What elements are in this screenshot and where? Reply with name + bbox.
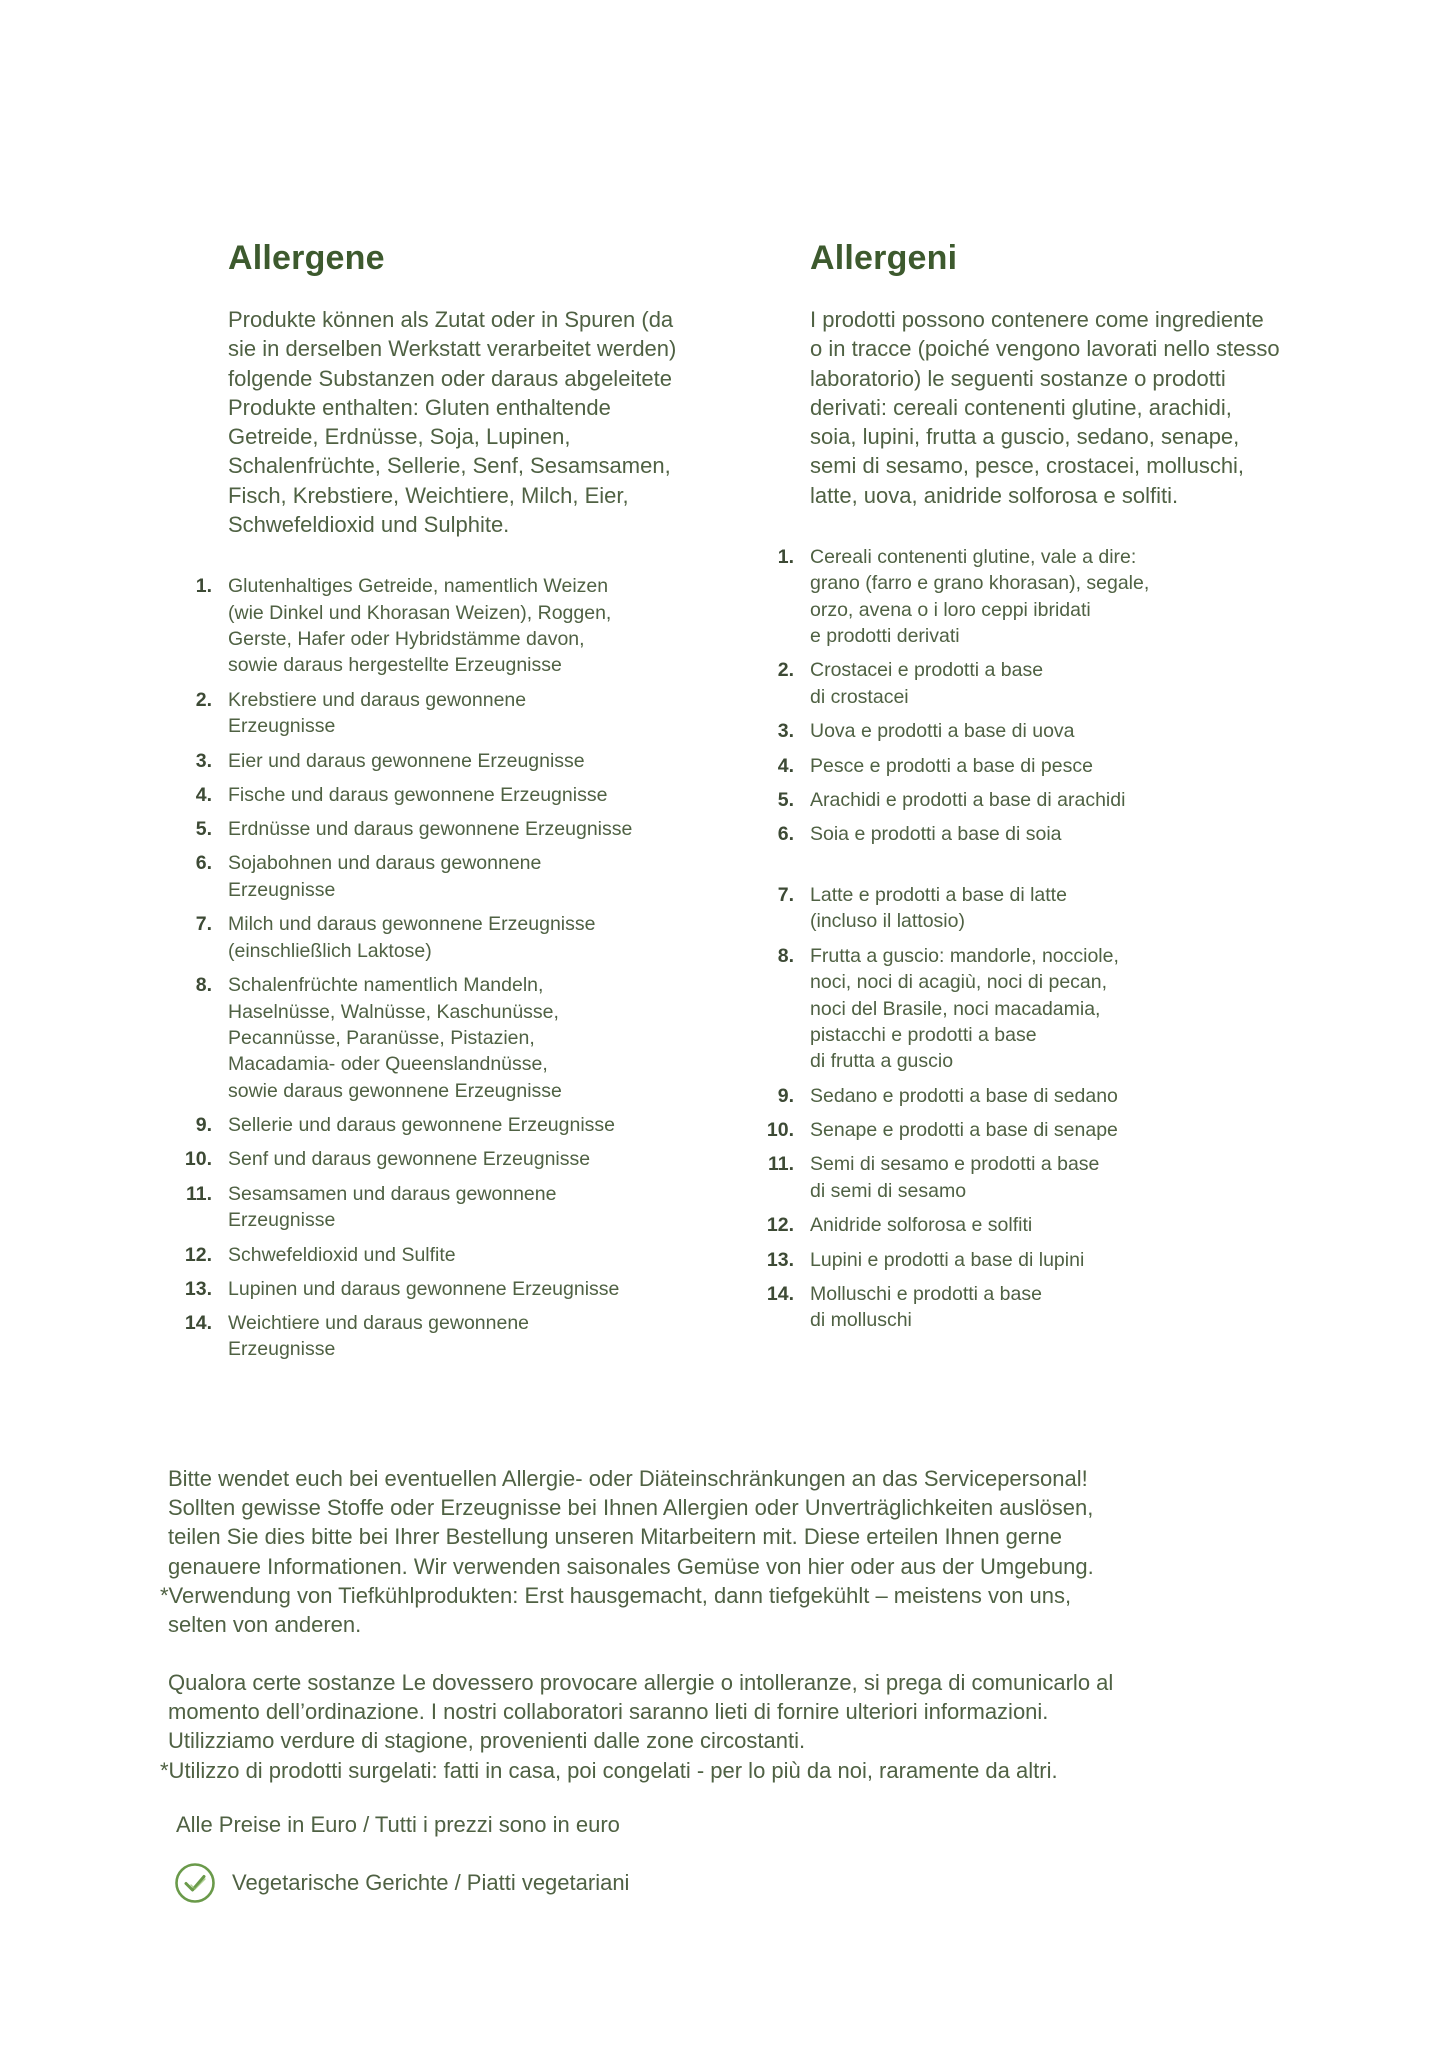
allergen-text-line: Haselnüsse, Walnüsse, Kaschunüsse,	[228, 1000, 559, 1023]
allergen-number: 13.	[766, 1248, 794, 1271]
notice-line: momento dell’ordinazione. I nostri collaboratori saranno lieti di fornire ulteriori informazioni.	[168, 1699, 1049, 1725]
allergen-text-line: noci, noci di acagiù, noci di pecan,	[810, 971, 1108, 994]
allergen-text-line: Crostacei e prodotti a base	[810, 659, 1044, 682]
allergen-number: 1.	[195, 575, 212, 598]
allergen-item	[170, 1276, 640, 1310]
allergen-text-line: di frutta a guscio	[810, 1050, 954, 1073]
allergen-text-line: Anidride solforosa e solfiti	[810, 1214, 1033, 1237]
vegetarian-legend	[174, 1862, 629, 1904]
allergen-text-line: Lupinen und daraus gewonnene Erzeugnisse	[228, 1277, 620, 1300]
allergen-number: 8.	[195, 974, 212, 997]
allergen-number: 10.	[766, 1118, 794, 1141]
allergen-item	[170, 1242, 640, 1276]
allergen-text-line: (incluso il lattosio)	[810, 910, 965, 933]
allergen-item	[752, 718, 1222, 752]
allergen-number: 2.	[195, 688, 212, 711]
allergen-number: 7.	[777, 884, 794, 907]
allergen-text-line: Senape e prodotti a base di senape	[810, 1118, 1118, 1141]
allergen-text-line: Schalenfrüchte namentlich Mandeln,	[228, 974, 544, 997]
allergen-number: 14.	[184, 1312, 212, 1335]
notice-line: Bitte wendet euch bei eventuellen Allergie- oder Diäteinschränkungen an das Servicepersonal!	[168, 1466, 1088, 1491]
allergen-number: 12.	[184, 1243, 212, 1266]
allergen-text-line: grano (farro e grano khorasan), segale,	[810, 572, 1150, 595]
allergen-text-line: Frutta a guscio: mandorle, nocciole,	[810, 945, 1119, 968]
notice-line: Utilizziamo verdure di stagione, provenienti dalle zone circostanti.	[168, 1728, 806, 1754]
allergen-item	[752, 657, 1222, 718]
allergen-text-line: Krebstiere und daraus gewonnene	[228, 688, 527, 711]
german-notice	[160, 1464, 1318, 1639]
allergen-number: 13.	[184, 1277, 212, 1300]
allergen-item	[752, 821, 1222, 882]
allergen-item	[170, 911, 640, 972]
allergen-text-line: sowie daraus hergestellte Erzeugnisse	[228, 654, 562, 677]
allergen-number: 11.	[767, 1153, 794, 1176]
allergen-item	[170, 850, 640, 911]
allergen-text-line: Erdnüsse und daraus gewonnene Erzeugnisse	[228, 818, 633, 841]
allergen-text-line: Glutenhaltiges Getreide, namentlich Weizen	[228, 575, 609, 598]
allergen-number: 9.	[195, 1113, 212, 1136]
notice-line: genauere Informationen. Wir verwenden saisonales Gemüse von hier oder aus der Umgebung.	[168, 1553, 1094, 1579]
allergen-number: 1.	[777, 546, 794, 569]
allergen-text-line: Lupini e prodotti a base di lupini	[810, 1248, 1085, 1271]
notice-line: selten von anderen.	[168, 1612, 362, 1638]
allergen-number: 8.	[777, 945, 794, 968]
allergen-item	[170, 1146, 640, 1180]
italian-notice	[160, 1668, 1318, 1785]
allergen-text-line: Macadamia- oder Queenslandnüsse,	[228, 1053, 548, 1076]
allergen-number: 3.	[195, 749, 212, 772]
allergen-number: 3.	[777, 720, 794, 743]
allergen-text-line: Erzeugnisse	[228, 1208, 336, 1231]
allergen-text-line: Weichtiere und daraus gewonnene	[228, 1312, 530, 1335]
allergen-item	[752, 1281, 1222, 1342]
allergen-item	[752, 787, 1222, 821]
allergen-item	[752, 1117, 1222, 1151]
allergen-text-line: Erzeugnisse	[228, 878, 336, 901]
allergen-text-line: Schwefeldioxid und Sulfite	[228, 1243, 456, 1266]
allergen-text-line: Senf und daraus gewonnene Erzeugnisse	[228, 1148, 591, 1171]
italian-intro: I prodotti possono contenere come ingrediente o in tracce (poiché vengono lavorati nello stesso laboratorio) le seguenti sostanze o prodotti derivati: cereali contenenti glutine, arachidi, soia, lupini, frutta a guscio, sedano, senape, semi di sesamo, pesce, crostacei, molluschi, latte, uova, anidride solforosa e solfiti.	[810, 307, 1280, 508]
notice-line: Qualora certe sostanze Le dovessero provocare allergie o intolleranze, si prega di comunicarlo al	[168, 1670, 1114, 1695]
allergen-number: 4.	[195, 783, 212, 806]
italian-column	[752, 236, 1280, 1342]
allergen-item	[752, 1083, 1222, 1117]
allergen-text-line: Molluschi e prodotti a base	[810, 1282, 1042, 1305]
vegetarian-label: Vegetarische Gerichte / Piatti vegetariani	[232, 1870, 630, 1895]
allergen-item	[170, 972, 640, 1111]
allergen-text-line: di molluschi	[810, 1309, 912, 1332]
allergen-item	[752, 544, 1222, 657]
allergen-item	[170, 782, 640, 816]
allergen-item	[170, 1310, 640, 1371]
allergen-number: 5.	[777, 788, 794, 811]
allergen-item	[170, 748, 640, 782]
allergen-number: 9.	[777, 1084, 794, 1107]
allergen-text-line: Sellerie und daraus gewonnene Erzeugnisse	[228, 1113, 616, 1136]
german-intro: Produkte können als Zutat oder in Spuren (da sie in derselben Werkstatt verarbeitet werden) folgende Substanzen oder daraus abgeleitete Produkte enthalten: Gluten enthaltende Getreide, Erdnüsse, Soja, Lupinen, Schalenfrüchte, Sellerie, Senf, Sesamsamen, Fisch, Krebstiere, Weichtiere, Milch, Eier, Schwefeldioxid und Sulphite.	[228, 307, 677, 538]
allergen-item	[170, 1181, 640, 1242]
allergen-text-line: Cereali contenenti glutine, vale a dire:	[810, 546, 1137, 569]
german-allergen-list	[170, 573, 640, 1371]
allergen-item	[752, 1151, 1222, 1212]
allergen-number: 10.	[184, 1148, 212, 1171]
allergen-item	[170, 816, 640, 850]
allergen-number: 4.	[777, 754, 794, 777]
allergen-item	[752, 1212, 1222, 1246]
allergen-number: 5.	[195, 818, 212, 841]
allergen-number: 6.	[195, 852, 212, 875]
frozen-products-note: *Verwendung von Tiefkühlprodukten: Erst hausgemacht, dann tiefgekühlt – meistens von uns,	[160, 1582, 1072, 1608]
allergen-item	[170, 573, 640, 686]
allergen-text-line: Erzeugnisse	[228, 714, 336, 737]
allergen-text-line: Sedano e prodotti a base di sedano	[810, 1084, 1118, 1107]
german-column	[170, 236, 677, 1371]
allergen-text-line: Milch und daraus gewonnene Erzeugnisse	[228, 913, 596, 936]
notice-line: teilen Sie dies bitte bei Ihrer Bestellung unseren Mitarbeitern mit. Diese erteilen Ihnen gerne	[168, 1524, 1062, 1550]
allergen-item	[752, 943, 1222, 1082]
allergen-text-line: (einschließlich Laktose)	[228, 939, 432, 962]
allergen-text-line: sowie daraus gewonnene Erzeugnisse	[228, 1079, 562, 1102]
german-title: Allergene	[228, 239, 385, 277]
allergen-text-line: noci del Brasile, noci macadamia,	[810, 997, 1101, 1020]
allergen-number: 12.	[766, 1214, 794, 1237]
allergen-number: 14.	[766, 1282, 794, 1305]
allergen-text-line: di semi di sesamo	[810, 1179, 967, 1202]
allergen-text-line: orzo, avena o i loro ceppi ibridati	[810, 598, 1091, 621]
allergen-text-line: Pecannüsse, Paranüsse, Pistazien,	[228, 1027, 535, 1050]
notice-line: Sollten gewisse Stoffe oder Erzeugnisse bei Ihnen Allergien oder Unverträglichkeiten auslösen,	[168, 1495, 1094, 1521]
allergen-text-line: Semi di sesamo e prodotti a base	[810, 1153, 1100, 1176]
allergen-item	[752, 1247, 1222, 1281]
allergen-item	[752, 753, 1222, 787]
allergen-text-line	[810, 847, 1222, 873]
allergen-text-line: Soia e prodotti a base di soia	[810, 823, 1062, 846]
allergen-text-line: Arachidi e prodotti a base di arachidi	[810, 788, 1126, 811]
allergen-number: 7.	[195, 913, 212, 936]
frozen-products-note: *Utilizzo di prodotti surgelati: fatti in casa, poi congelati - per lo più da noi, raramente da altri.	[160, 1757, 1058, 1783]
allergen-text-line: pistacchi e prodotti a base	[810, 1024, 1037, 1047]
allergen-number: 2.	[777, 659, 794, 682]
italian-allergen-list	[752, 544, 1222, 1342]
prices-note: Alle Preise in Euro / Tutti i prezzi sono in euro	[176, 1812, 620, 1837]
allergen-text-line: Eier und daraus gewonnene Erzeugnisse	[228, 749, 585, 772]
allergen-text-line: Pesce e prodotti a base di pesce	[810, 754, 1093, 777]
allergen-text-line: e prodotti derivati	[810, 624, 960, 647]
allergen-text-line: Sesamsamen und daraus gewonnene	[228, 1182, 557, 1205]
allergen-text-line: Fische und daraus gewonnene Erzeugnisse	[228, 783, 608, 806]
allergen-item	[170, 1112, 640, 1146]
allergen-text-line: Sojabohnen und daraus gewonnene	[228, 852, 542, 875]
allergen-text-line: Erzeugnisse	[228, 1338, 336, 1361]
allergen-text-line: Gerste, Hafer oder Hybridstämme davon,	[228, 627, 585, 650]
allergen-text-line: Latte e prodotti a base di latte	[810, 884, 1067, 907]
check-circle-icon	[174, 1862, 216, 1904]
allergen-number: 11.	[185, 1182, 212, 1205]
allergen-item	[752, 882, 1222, 943]
allergen-text-line: di crostacei	[810, 685, 909, 708]
allergen-text-line: (wie Dinkel und Khorasan Weizen), Roggen,	[228, 601, 612, 624]
allergen-text-line: Uova e prodotti a base di uova	[810, 720, 1075, 743]
allergen-item	[170, 687, 640, 748]
italian-title: Allergeni	[810, 239, 958, 277]
allergen-number: 6.	[777, 823, 794, 846]
